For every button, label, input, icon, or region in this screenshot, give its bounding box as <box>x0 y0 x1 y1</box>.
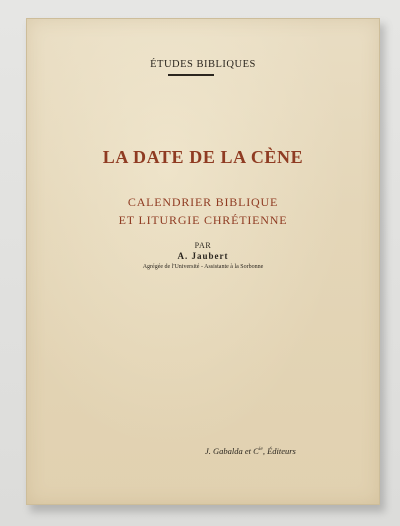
publisher-superscript: ie <box>258 446 263 452</box>
by-label: PAR <box>194 241 212 250</box>
subtitle-line-1: CALENDRIER BIBLIQUE <box>127 195 279 209</box>
book-title: LA DATE DE LA CÈNE <box>102 147 304 167</box>
author-affiliation: Agrégée de l'Université - Assistante à la Sorbonne <box>142 264 264 270</box>
series-name: ÉTUDES BIBLIQUES <box>150 59 256 70</box>
author-name: A. Jaubert <box>177 251 229 261</box>
publisher-prefix: J. Gabalda et C <box>205 446 259 456</box>
series-underline <box>168 74 214 76</box>
publisher-suffix: , Éditeurs <box>262 446 296 456</box>
book-cover <box>26 18 380 505</box>
subtitle-line-2: ET LITURGIE CHRÉTIENNE <box>118 213 288 227</box>
publisher-imprint <box>205 446 296 456</box>
